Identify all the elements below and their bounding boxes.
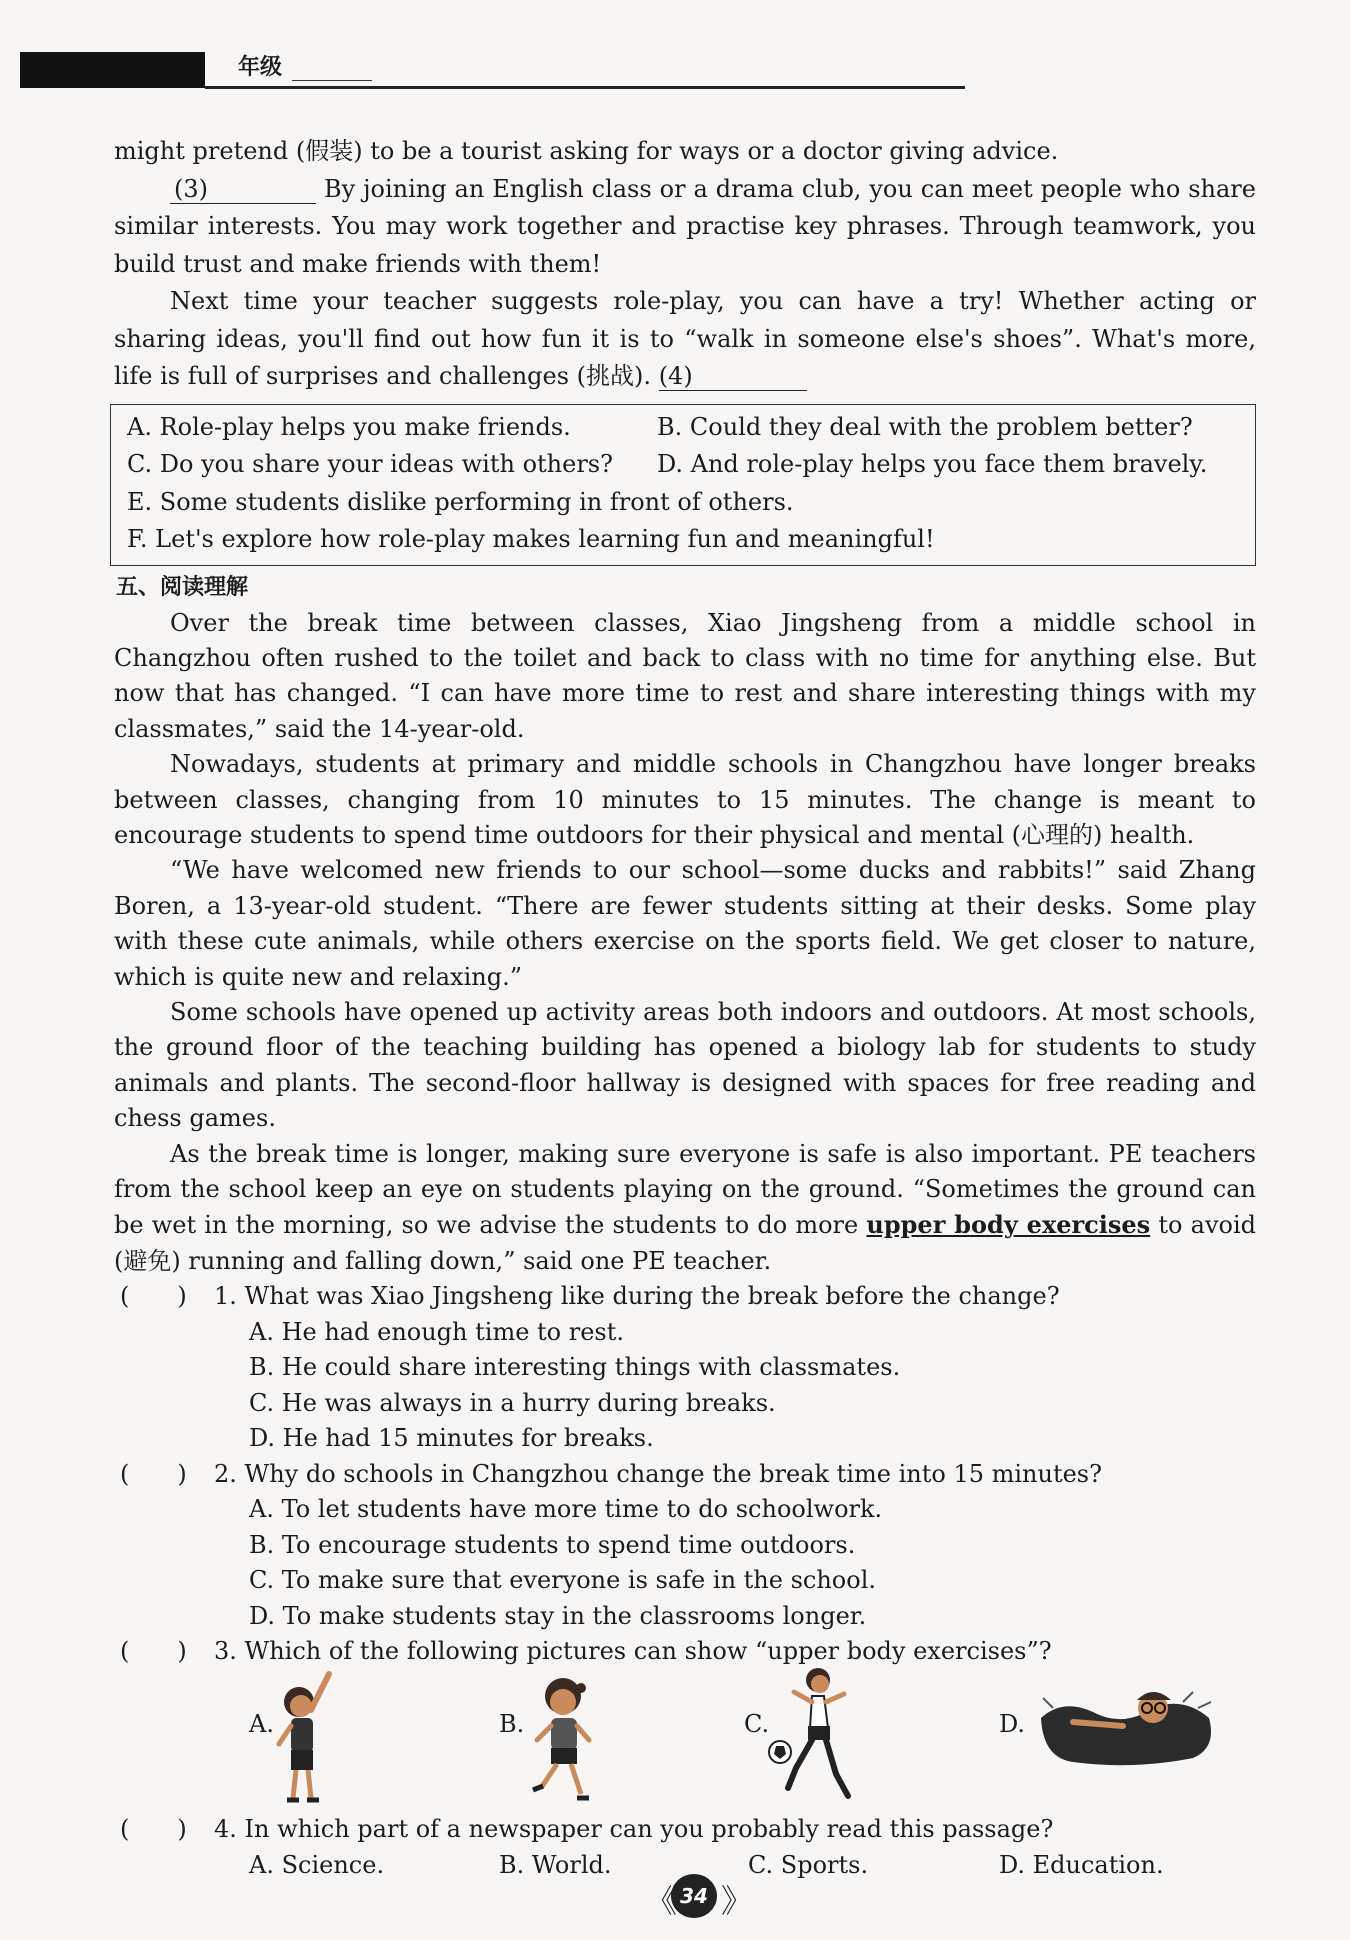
question-2	[114, 1457, 1256, 1493]
reading-paragraph: Some schools have opened up activity areas both indoors and outdoors. At most schools, the ground floor of the teaching building has opened a biology lab for students to study animals and plants. The second-floor hallway is designed with spaces for free reading and chess games.	[114, 997, 1256, 1133]
reading-paragraph: “We have welcomed new friends to our school—some ducks and rabbits!” said Zhang Boren, a 13-year-old student. “There are fewer students sitting at their desks. Some play with these cute animals, while others exercise on the sports field. We get closer to nature, which is quite new and relaxing.”	[114, 856, 1256, 991]
question-1-options	[114, 1315, 1256, 1457]
question-text: 2. Why do schools in Changzhou change the break time into 15 minutes?	[214, 1459, 1102, 1488]
answer-paren[interactable]: ( )	[120, 1459, 187, 1488]
passage-paragraph: Next time your teacher suggests role-play, you can have a try! Whether acting or sharing ideas, you'll find out how fun it is to “walk in someone else's shoes”. What's more, life is full of surprises and challenges (挑战). (4)	[114, 287, 1256, 390]
answer-paren[interactable]: ( )	[120, 1814, 187, 1843]
header-bar	[20, 52, 205, 88]
reading-paragraph: As the break time is longer, making sure everyone is safe is also important. PE teachers from the school keep an eye on students playing on the ground. “Sometimes the ground can be wet in the morning, so we advise the students to do more upper body exercises to avoid (避免) running and falling down,” said one PE teacher.	[114, 1139, 1257, 1275]
grade-blank[interactable]	[292, 80, 372, 81]
choice: A. He had enough time to rest.	[249, 1317, 625, 1346]
header-rule	[205, 86, 965, 89]
passage-line: might pretend (假装) to be a tourist asking for ways or a doctor giving advice.	[114, 137, 1059, 165]
reading-paragraph: Over the break time between classes, Xiao Jingsheng from a middle school in Changzhou often rushed to the toilet and back to class with no time for anything else. But now that has changed. “I can have more time to rest and share interesting things with my classmates,” said the 14-year-old.	[114, 608, 1256, 743]
page-number	[645, 1868, 745, 1924]
girl-running-icon	[523, 1670, 607, 1810]
chevron-left-icon: 《	[645, 1882, 668, 1920]
content	[114, 133, 1256, 1883]
person-swimming-icon	[1033, 1678, 1223, 1768]
option-f: F. Let's explore how role-play makes learning fun and meaningful!	[127, 525, 935, 553]
choice: A. To let students have more time to do schoolwork.	[249, 1495, 883, 1524]
girl-raising-arm-icon	[271, 1670, 341, 1810]
choice: D. He had 15 minutes for breaks.	[249, 1424, 654, 1453]
answer-blank-4[interactable]: (4)	[659, 362, 807, 391]
answer-paren[interactable]: ( )	[120, 1637, 187, 1666]
section-title: 五、阅读理解	[116, 574, 249, 600]
choice: C. Sports.	[748, 1851, 869, 1880]
question-2-options	[114, 1492, 1256, 1634]
grade-label: 年级	[238, 55, 283, 80]
page-number-value: 34	[671, 1874, 717, 1918]
option-c: C. Do you share your ideas with others?	[127, 450, 613, 478]
question-text: 3. Which of the following pictures can show “upper body exercises”?	[214, 1637, 1052, 1666]
question-text: 4. In which part of a newspaper can you probably read this passage?	[214, 1814, 1054, 1843]
passage-paragraph: (3) By joining an English class or a drama club, you can meet people who share similar interests. You may work together and practise key phrases. Through teamwork, you build trust and make friends with them!	[114, 174, 1256, 278]
choice: D. Education.	[999, 1851, 1164, 1880]
choice: B. World.	[499, 1851, 612, 1880]
choice: B. He could share interesting things with classmates.	[249, 1353, 901, 1382]
choice: C. He was always in a hurry during breaks.	[249, 1388, 776, 1417]
choice: A. Science.	[249, 1851, 385, 1880]
option-b: B. Could they deal with the problem better?	[657, 412, 1193, 441]
option-e: E. Some students dislike performing in front of others.	[127, 487, 794, 516]
option-a: A. Role-play helps you make friends.	[127, 412, 571, 441]
choice: D. To make students stay in the classrooms longer.	[249, 1601, 867, 1630]
reading-passage	[114, 606, 1256, 1280]
answer-paren[interactable]: ( )	[120, 1282, 187, 1311]
girl-playing-football-icon	[766, 1664, 862, 1812]
options-box	[110, 404, 1256, 566]
choice: B. To encourage students to spend time outdoors.	[249, 1530, 856, 1559]
option-d: D. And role-play helps you face them bravely.	[657, 450, 1208, 478]
answer-blank-3[interactable]: (3)	[170, 175, 316, 204]
reading-paragraph: Nowadays, students at primary and middle schools in Changzhou have longer breaks between classes, changing from 10 minutes to 15 minutes. The change is meant to encourage students to spend time outdoors for their physical and mental (心理的) health.	[114, 750, 1256, 849]
question-text: 1. What was Xiao Jingsheng like during the break before the change?	[214, 1282, 1060, 1311]
question-3-pictures: A. B. C. D.	[114, 1670, 1256, 1812]
chevron-right-icon: 》	[721, 1882, 744, 1920]
question-1	[114, 1279, 1256, 1315]
underlined-phrase: upper body exercises	[866, 1210, 1151, 1240]
question-4	[114, 1812, 1256, 1848]
question-3	[114, 1634, 1256, 1670]
choice: C. To make sure that everyone is safe in the school.	[249, 1566, 876, 1595]
